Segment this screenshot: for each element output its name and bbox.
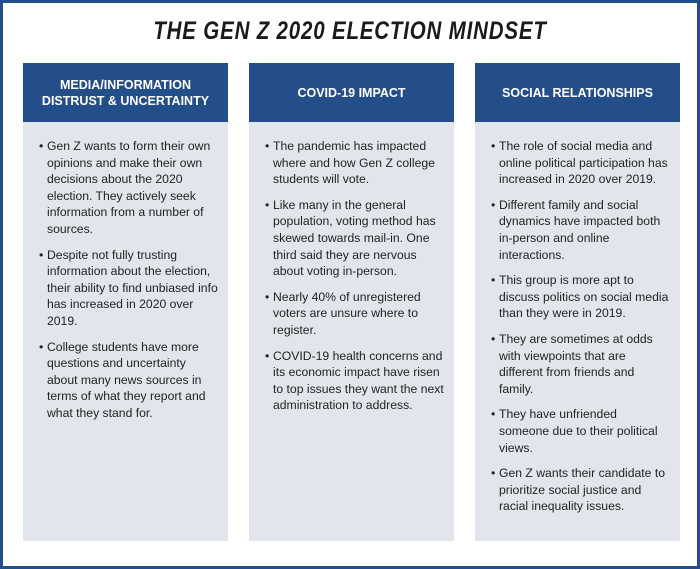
list-item: • College students have more questions and uncertainty about many news sources in terms of what they report and what they stand for. [39, 339, 218, 422]
bullet-list [23, 122, 228, 422]
column-social-relationships [475, 63, 680, 541]
list-item: • COVID-19 health concerns and its economic impact have risen to top issues they want the next administration to address. [265, 348, 444, 414]
column-heading: MEDIA/INFORMATION DISTRUST & UNCERTAINTY [23, 63, 228, 122]
column-heading: SOCIAL RELATIONSHIPS [475, 63, 680, 122]
list-item: • They are sometimes at odds with viewpoints that are different from friends and family. [491, 331, 670, 397]
list-item: • Different family and social dynamics have impacted both in-person and online interactions. [491, 197, 670, 263]
list-item: • Nearly 40% of unregistered voters are unsure where to register. [265, 289, 444, 339]
column-media-distrust [23, 63, 228, 541]
list-item: • Gen Z wants their candidate to prioritize social justice and racial inequality issues. [491, 465, 670, 515]
list-item: • The pandemic has impacted where and how Gen Z college students will vote. [265, 138, 444, 188]
column-heading: COVID-19 IMPACT [249, 63, 454, 122]
list-item: • Like many in the general population, voting method has skewed towards mail-in. One third said they are nervous about voting in-person. [265, 197, 444, 280]
list-item: • The role of social media and online political participation has increased in 2020 over 2019. [491, 138, 670, 188]
list-item: • Despite not fully trusting information about the election, their ability to find unbiased info has increased in 2020 over 2019. [39, 247, 218, 330]
list-item: • Gen Z wants to form their own opinions and make their own decisions about the 2020 election. They actively seek information from a number of sources. [39, 138, 218, 238]
column-covid-impact [249, 63, 454, 541]
list-item: • This group is more apt to discuss politics on social media than they were in 2019. [491, 272, 670, 322]
bullet-list [249, 122, 454, 414]
page-title: THE GEN Z 2020 ELECTION MINDSET [153, 17, 547, 45]
list-item: • They have unfriended someone due to their political views. [491, 406, 670, 456]
bullet-list [475, 122, 680, 515]
